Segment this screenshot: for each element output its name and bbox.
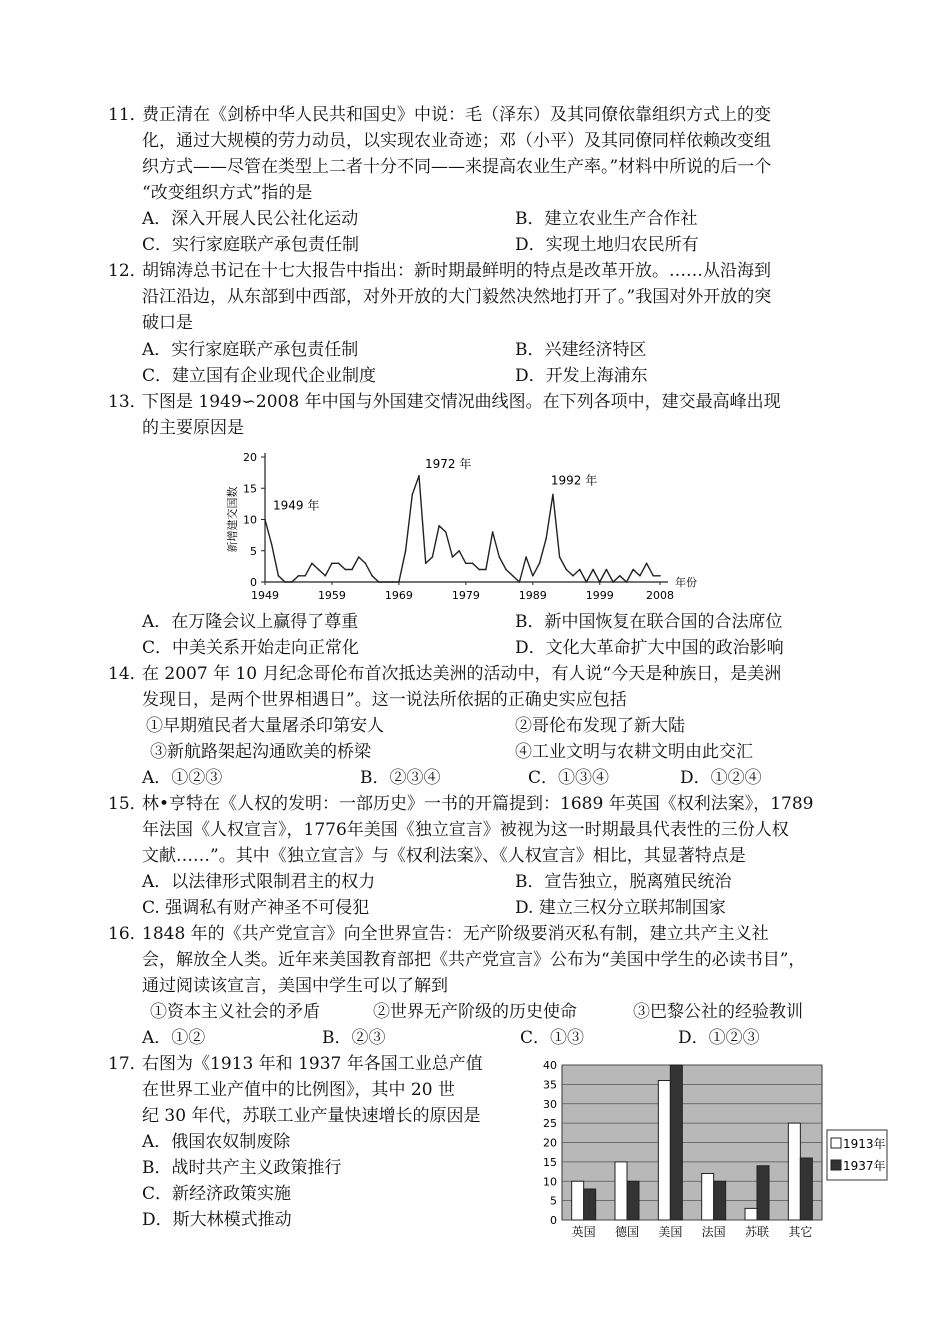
- data-point: [291, 581, 293, 583]
- q14-item-1: ①早期殖民者大量屠杀印第安人: [146, 716, 384, 736]
- q11-stem-1: 费正清在《剑桥中华人民共和国史》中说：毛（泽东）及其同僚依靠组织方式上的变: [142, 105, 771, 125]
- category-label: 德国: [614, 1225, 640, 1239]
- x-tick-label: 1989: [518, 589, 547, 602]
- q12-option-a: A．实行家庭联产承包责任制: [142, 340, 359, 360]
- data-point: [599, 581, 601, 583]
- data-point: [351, 569, 353, 571]
- data-point: [452, 556, 454, 558]
- y-tick-label: 10: [543, 1175, 557, 1189]
- y-tick-label: 15: [543, 1155, 557, 1169]
- q15-stem-3: 文献……”。其中《独立宣言》与《权利法案》、《人权宣言》相比，其显著特点是: [142, 846, 746, 866]
- q13-option-b: B．新中国恢复在联合国的合法席位: [515, 612, 783, 632]
- q12-stem-2: 沿江沿边，从东部到中西部，对外开放的大门毅然决然地打开了。”我国对外开放的突: [142, 287, 772, 307]
- y-tick-label: 40: [543, 1059, 557, 1072]
- q14-item-2: ②哥伦布发现了新大陆: [515, 716, 685, 736]
- data-point: [586, 581, 588, 583]
- q11-stem-3: 织方式——尽管在类型上二者十分不同——来提高农业生产率。”材料中所说的后一个: [142, 157, 772, 177]
- y-axis-label: 新增建交国数: [226, 486, 239, 553]
- bar-1913: [658, 1081, 670, 1221]
- data-point: [472, 562, 474, 564]
- x-tick-label: 1949: [251, 589, 279, 602]
- data-point: [519, 581, 521, 583]
- data-point: [338, 562, 340, 564]
- data-point: [304, 575, 306, 577]
- q16-stem-3: 通过阅读该宣言，美国中学生可以了解到: [142, 976, 448, 996]
- q11-option-a: A．深入开展人民公社化运动: [142, 209, 359, 229]
- q11-number: 11．: [108, 105, 147, 125]
- q15-number: 15．: [108, 794, 147, 814]
- data-point: [592, 569, 594, 571]
- data-point: [385, 581, 387, 583]
- q14-item-4: ④工业文明与农耕文明由此交汇: [515, 742, 753, 762]
- data-point: [579, 569, 581, 571]
- series-line: [265, 476, 660, 582]
- x-tick-label: 1979: [451, 589, 480, 602]
- data-point: [539, 562, 541, 564]
- q16-item-2: ②世界无产阶级的历史使命: [373, 1002, 577, 1022]
- q16-item-3: ③巴黎公社的经验教训: [633, 1002, 803, 1022]
- q16-option-b: B．②③: [322, 1028, 386, 1048]
- data-point: [425, 562, 427, 564]
- q16-option-a: A．①②: [142, 1028, 206, 1048]
- q14-option-b: B．②③④: [360, 768, 441, 788]
- bar-1913: [702, 1174, 714, 1221]
- q11-stem-4: “改变组织方式”指的是: [142, 183, 313, 203]
- data-point: [572, 575, 574, 577]
- q15-option-d: D. 建立三权分立联邦制国家: [515, 898, 726, 918]
- legend-label: 1937年: [843, 1159, 886, 1173]
- q16-stem-2: 会，解放全人类。近年来美国教育部把《共产党宣言》公布为“美国中学生的必读书目”，: [142, 950, 806, 970]
- q17-option-d: D．斯大林模式推动: [142, 1210, 292, 1230]
- data-point: [278, 575, 280, 577]
- data-point: [565, 569, 567, 571]
- data-point: [411, 494, 413, 496]
- data-point: [512, 575, 514, 577]
- q16-option-c: C．①③: [520, 1028, 585, 1048]
- bar-1937: [670, 1065, 682, 1220]
- data-point: [478, 569, 480, 571]
- q15-stem-1: 林•亨特在《人权的发明：一部历史》一书的开篇提到：1689 年英国《权利法案》，1789: [142, 794, 814, 814]
- data-point: [559, 556, 561, 558]
- q14-option-c: C．①③④: [528, 768, 610, 788]
- q15-option-c: C. 强调私有财产神圣不可侵犯: [142, 898, 370, 918]
- y-tick-label: 5: [550, 1194, 557, 1208]
- data-point: [626, 581, 628, 583]
- data-point: [639, 575, 641, 577]
- data-point: [365, 562, 367, 564]
- data-point: [646, 562, 648, 564]
- data-point: [264, 519, 266, 521]
- x-tick-label: 1969: [384, 589, 413, 602]
- category-label: 美国: [658, 1225, 683, 1239]
- q14-item-3: ③新航路架起沟通欧美的桥梁: [150, 742, 371, 762]
- data-point: [606, 569, 608, 571]
- q17-stem-2: 在世界工业产值中的比例图》，其中 20 世: [142, 1080, 455, 1100]
- q14-option-d: D．①②④: [680, 768, 762, 788]
- data-point: [505, 569, 507, 571]
- data-point: [653, 575, 655, 577]
- q17-number: 17．: [108, 1054, 147, 1074]
- x-tick-label: 1999: [585, 589, 614, 602]
- y-tick-label: 35: [543, 1078, 557, 1092]
- data-point: [552, 494, 554, 496]
- q11-option-d: D．实现土地归农民所有: [515, 235, 699, 255]
- y-tick-label: 0: [550, 1214, 557, 1227]
- y-tick-label: 30: [543, 1097, 557, 1111]
- bar-1937: [714, 1181, 726, 1220]
- q13-option-c: C．中美关系开始走向正常化: [142, 638, 360, 658]
- y-tick-label: 0: [250, 576, 257, 589]
- data-point: [458, 550, 460, 552]
- category-label: 其它: [788, 1225, 813, 1239]
- q11-option-c: C．实行家庭联产承包责任制: [142, 235, 360, 255]
- q17-option-c: C．新经济政策实施: [142, 1184, 292, 1204]
- data-point: [311, 562, 313, 564]
- data-point: [371, 575, 373, 577]
- data-point: [432, 556, 434, 558]
- data-point: [525, 556, 527, 558]
- data-point: [545, 537, 547, 539]
- bar-1937: [627, 1181, 639, 1220]
- data-point: [619, 575, 621, 577]
- industrial-output-bar-chart: [530, 1055, 890, 1245]
- q11-stem-2: 化，通过大规模的劳力动员，以实现农业奇迹；邓（小平）及其同僚同样依赖改变组: [142, 131, 771, 151]
- q17-option-a: A．俄国农奴制废除: [142, 1132, 291, 1152]
- bar-1937: [800, 1158, 812, 1220]
- data-point: [324, 575, 326, 577]
- category-label: 苏联: [744, 1225, 770, 1239]
- q13-option-d: D．文化大革命扩大中国的政治影响: [515, 638, 784, 658]
- q14-option-a: A．①②③: [142, 768, 223, 788]
- y-tick-label: 15: [243, 482, 257, 496]
- q12-option-d: D．开发上海浦东: [515, 366, 648, 386]
- data-point: [465, 562, 467, 564]
- q16-option-d: D．①②③: [678, 1028, 760, 1048]
- y-tick-label: 20: [543, 1136, 557, 1150]
- q12-option-b: B．兴建经济特区: [515, 340, 647, 360]
- data-point: [632, 569, 634, 571]
- data-point: [492, 531, 494, 533]
- x-axis-label: 年份: [675, 576, 697, 589]
- q13-stem-1: 下图是 1949∽2008 年中国与外国建交情况曲线图。在下列各项中，建交最高峰出现: [142, 392, 781, 412]
- data-point: [331, 562, 333, 564]
- bar-1913: [788, 1123, 800, 1220]
- diplomatic-relations-line-chart: [220, 445, 710, 610]
- q15-stem-2: 年法国《人权宣言》，1776年美国《独立宣言》被视为这一时期最具代表性的三份人权: [142, 820, 789, 840]
- bar-1913: [572, 1181, 584, 1220]
- data-point: [405, 550, 407, 552]
- data-point: [358, 556, 360, 558]
- q17-stem-1: 右图为《1913 年和 1937 年各国工业总产值: [142, 1054, 483, 1074]
- q12-number: 12．: [108, 261, 147, 281]
- y-tick-label: 5: [250, 544, 257, 558]
- data-point: [499, 556, 501, 558]
- y-tick-label: 20: [243, 451, 257, 464]
- q12-option-c: C．建立国有企业现代企业制度: [142, 366, 377, 386]
- annotation-label: 1972 年: [424, 456, 472, 471]
- q16-stem-1: 1848 年的《共产党宣言》向全世界宣告：无产阶级要消灭私有制，建立共产主义社: [142, 924, 769, 944]
- bar-1937: [757, 1166, 769, 1220]
- data-point: [445, 531, 447, 533]
- legend-swatch: [831, 1138, 841, 1148]
- data-point: [318, 569, 320, 571]
- q15-option-b: B．宣告独立，脱离殖民统治: [515, 872, 732, 892]
- bar-1937: [584, 1189, 596, 1220]
- data-point: [418, 475, 420, 477]
- q11-option-b: B．建立农业生产合作社: [515, 209, 698, 229]
- q13-option-a: A．在万隆会议上赢得了尊重: [142, 612, 359, 632]
- data-point: [398, 581, 400, 583]
- legend-label: 1913年: [843, 1137, 886, 1151]
- q17-option-b: B．战时共产主义政策推行: [142, 1158, 342, 1178]
- data-point: [378, 581, 380, 583]
- data-point: [345, 569, 347, 571]
- data-point: [284, 581, 286, 583]
- category-label: 英国: [571, 1225, 596, 1239]
- q16-item-1: ①资本主义社会的矛盾: [150, 1002, 320, 1022]
- x-tick-label: 2008: [646, 589, 674, 602]
- data-point: [438, 525, 440, 527]
- bar-1913: [615, 1162, 627, 1220]
- q14-stem-2: 发现日，是两个世界相遇日”。这一说法所依据的正确史实应包括: [142, 690, 627, 710]
- q13-stem-2: 的主要原因是: [142, 418, 244, 438]
- y-tick-label: 10: [243, 513, 257, 527]
- data-point: [298, 575, 300, 577]
- data-point: [532, 575, 534, 577]
- data-point: [271, 544, 273, 546]
- annotation-label: 1949 年: [273, 498, 320, 513]
- legend-swatch: [831, 1160, 841, 1170]
- q13-number: 13．: [108, 392, 147, 412]
- annotation-label: 1992 年: [550, 473, 598, 488]
- q14-number: 14．: [108, 664, 147, 684]
- data-point: [485, 569, 487, 571]
- q14-stem-1: 在 2007 年 10 月纪念哥伦布首次抵达美洲的活动中，有人说“今天是种族日，是美洲: [142, 664, 782, 684]
- category-label: 法国: [701, 1225, 726, 1239]
- bar-1913: [745, 1208, 757, 1220]
- q17-stem-3: 纪 30 年代，苏联工业产量快速增长的原因是: [142, 1106, 481, 1126]
- q12-stem-1: 胡锦涛总书记在十七大报告中指出：新时期最鲜明的特点是改革开放。……从沿海到: [142, 261, 771, 281]
- y-tick-label: 25: [543, 1117, 557, 1131]
- data-point: [612, 581, 614, 583]
- data-point: [391, 581, 393, 583]
- q12-stem-3: 破口是: [142, 313, 193, 333]
- q16-number: 16．: [108, 924, 147, 944]
- data-point: [659, 575, 661, 577]
- q15-option-a: A．以法律形式限制君主的权力: [142, 872, 376, 892]
- x-tick-label: 1959: [317, 589, 346, 602]
